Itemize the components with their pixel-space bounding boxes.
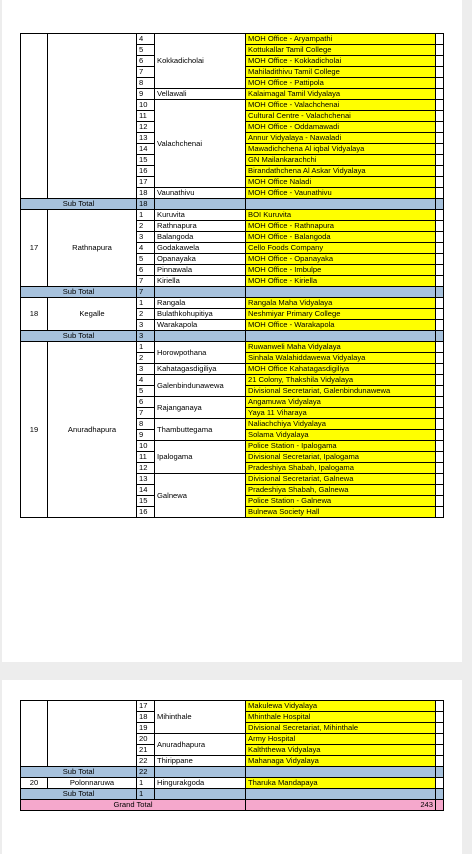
subtotal-value: 7 bbox=[137, 287, 155, 298]
row-number: 18 bbox=[137, 188, 155, 199]
subtotal-label: Sub Total bbox=[21, 789, 137, 800]
row-number: 13 bbox=[137, 133, 155, 144]
document-page-2 bbox=[2, 680, 462, 854]
sub-area-name: Godakawela bbox=[155, 243, 246, 254]
sub-area-name: Pinnawala bbox=[155, 265, 246, 276]
location-name: Kalaimagal Tamil Vidyalaya bbox=[246, 89, 436, 100]
table-row bbox=[21, 34, 444, 45]
spacer-cell bbox=[436, 56, 444, 67]
row-number: 15 bbox=[137, 155, 155, 166]
location-name: Tharuka Mandapaya bbox=[246, 778, 436, 789]
district-id: 20 bbox=[21, 778, 48, 789]
location-name: 21 Colony, Thakshila Vidyalaya bbox=[246, 375, 436, 386]
row-number: 3 bbox=[137, 320, 155, 331]
spacer-cell bbox=[436, 78, 444, 89]
district-id bbox=[21, 34, 48, 199]
location-name: Army Hospital bbox=[246, 734, 436, 745]
spacer-cell bbox=[436, 800, 444, 811]
spacer-cell bbox=[436, 331, 444, 342]
location-name: MOH Office - Kokkadicholai bbox=[246, 56, 436, 67]
spacer-cell bbox=[436, 199, 444, 210]
spacer-cell bbox=[436, 122, 444, 133]
location-name: MOH Office Naladi bbox=[246, 177, 436, 188]
sub-area-name: Kahatagasdigiliya bbox=[155, 364, 246, 375]
location-name: MOH Office - Pattipola bbox=[246, 78, 436, 89]
location-name: Neshmiyar Primary College bbox=[246, 309, 436, 320]
spacer-cell bbox=[436, 441, 444, 452]
spacer-cell bbox=[436, 298, 444, 309]
location-name: MOH Office - Warakapola bbox=[246, 320, 436, 331]
spacer-cell bbox=[436, 254, 444, 265]
blank-cell bbox=[155, 767, 246, 778]
location-name: MOH Office - Rathnapura bbox=[246, 221, 436, 232]
table-row bbox=[21, 701, 444, 712]
sub-area-name: Valachchenai bbox=[155, 100, 246, 188]
row-number: 17 bbox=[137, 701, 155, 712]
row-number: 21 bbox=[137, 745, 155, 756]
spacer-cell bbox=[436, 756, 444, 767]
district-name: Rathnapura bbox=[48, 210, 137, 287]
sub-area-name: Warakapola bbox=[155, 320, 246, 331]
location-name: MOH Office - Imbulpe bbox=[246, 265, 436, 276]
subtotal-row bbox=[21, 789, 444, 800]
sub-area-name: Opanayaka bbox=[155, 254, 246, 265]
location-name: Angamuwa Vidyalaya bbox=[246, 397, 436, 408]
row-number: 5 bbox=[137, 254, 155, 265]
location-name: MOH Office Kahatagasdigiliya bbox=[246, 364, 436, 375]
location-name: Birandathchena Al Askar Vidyalaya bbox=[246, 166, 436, 177]
subtotal-value: 22 bbox=[137, 767, 155, 778]
document-page-1 bbox=[2, 0, 462, 662]
row-number: 7 bbox=[137, 408, 155, 419]
location-name: MOH Office - Vaunathivu bbox=[246, 188, 436, 199]
blank-cell bbox=[246, 287, 436, 298]
row-number: 8 bbox=[137, 419, 155, 430]
row-number: 6 bbox=[137, 397, 155, 408]
sub-area-name: Ipalogama bbox=[155, 441, 246, 474]
spacer-cell bbox=[436, 452, 444, 463]
spacer-cell bbox=[436, 287, 444, 298]
row-number: 4 bbox=[137, 375, 155, 386]
row-number: 4 bbox=[137, 34, 155, 45]
spacer-cell bbox=[436, 221, 444, 232]
row-number: 19 bbox=[137, 723, 155, 734]
spacer-cell bbox=[436, 309, 444, 320]
location-name: Sinhala Walahiddawewa Vidyalaya bbox=[246, 353, 436, 364]
district-name: Anuradhapura bbox=[48, 342, 137, 518]
subtotal-value: 1 bbox=[137, 789, 155, 800]
spacer-cell bbox=[436, 342, 444, 353]
row-number: 18 bbox=[137, 712, 155, 723]
row-number: 8 bbox=[137, 78, 155, 89]
spacer-cell bbox=[436, 133, 444, 144]
spacer-cell bbox=[436, 778, 444, 789]
location-name: MOH Office - Oddamawadi bbox=[246, 122, 436, 133]
location-name: Divisional Secretariat, Ipalogama bbox=[246, 452, 436, 463]
sub-area-name: Thambuttegama bbox=[155, 419, 246, 441]
subtotal-row bbox=[21, 767, 444, 778]
location-name: Police Station - Ipalogama bbox=[246, 441, 436, 452]
sub-area-name: Horowpothana bbox=[155, 342, 246, 364]
location-name: Makulewa Vidyalaya bbox=[246, 701, 436, 712]
subtotal-label: Sub Total bbox=[21, 199, 137, 210]
sub-area-name: Vaunathivu bbox=[155, 188, 246, 199]
row-number: 11 bbox=[137, 111, 155, 122]
sub-area-name: Vellawali bbox=[155, 89, 246, 100]
sub-area-name: Kiriella bbox=[155, 276, 246, 287]
row-number: 1 bbox=[137, 778, 155, 789]
subtotal-row bbox=[21, 199, 444, 210]
district-name bbox=[48, 701, 137, 767]
row-number: 2 bbox=[137, 309, 155, 320]
location-name: Mhinthale Hospital bbox=[246, 712, 436, 723]
row-number: 16 bbox=[137, 166, 155, 177]
spacer-cell bbox=[436, 463, 444, 474]
row-number: 10 bbox=[137, 441, 155, 452]
blank-cell bbox=[155, 287, 246, 298]
location-name: Divisional Secretariat, Mihinthale bbox=[246, 723, 436, 734]
location-name: BOI Kuruvita bbox=[246, 210, 436, 221]
spacer-cell bbox=[436, 734, 444, 745]
blank-cell bbox=[155, 789, 246, 800]
location-name: GN Mailankarachchi bbox=[246, 155, 436, 166]
row-number: 14 bbox=[137, 144, 155, 155]
location-name: Mawadichchena Al iqbal Vidyalaya bbox=[246, 144, 436, 155]
row-number: 2 bbox=[137, 221, 155, 232]
sub-area-name: Kokkadicholai bbox=[155, 34, 246, 89]
location-table-page-2 bbox=[20, 700, 444, 811]
spacer-cell bbox=[436, 265, 444, 276]
spacer-cell bbox=[436, 188, 444, 199]
spacer-cell bbox=[436, 789, 444, 800]
subtotal-label: Sub Total bbox=[21, 287, 137, 298]
spacer-cell bbox=[436, 485, 444, 496]
row-number: 12 bbox=[137, 463, 155, 474]
sub-area-name: Thirippane bbox=[155, 756, 246, 767]
location-name: Pradeshiya Shabah, Galnewa bbox=[246, 485, 436, 496]
blank-cell bbox=[155, 331, 246, 342]
spacer-cell bbox=[436, 375, 444, 386]
spacer-cell bbox=[436, 144, 444, 155]
blank-cell bbox=[246, 767, 436, 778]
location-name: Solama Vidyalaya bbox=[246, 430, 436, 441]
row-number: 22 bbox=[137, 756, 155, 767]
sub-area-name: Rajanganaya bbox=[155, 397, 246, 419]
table-row bbox=[21, 298, 444, 309]
spacer-cell bbox=[436, 767, 444, 778]
row-number: 4 bbox=[137, 243, 155, 254]
spacer-cell bbox=[436, 712, 444, 723]
spacer-cell bbox=[436, 430, 444, 441]
row-number: 20 bbox=[137, 734, 155, 745]
sub-area-name: Hingurakgoda bbox=[155, 778, 246, 789]
location-name: Kottukallar Tamil College bbox=[246, 45, 436, 56]
spacer-cell bbox=[436, 243, 444, 254]
row-number: 3 bbox=[137, 364, 155, 375]
subtotal-row bbox=[21, 331, 444, 342]
district-name: Kegalle bbox=[48, 298, 137, 331]
district-id: 18 bbox=[21, 298, 48, 331]
spacer-cell bbox=[436, 166, 444, 177]
location-name: Pradeshiya Shabah, Ipalogama bbox=[246, 463, 436, 474]
sub-area-name: Balangoda bbox=[155, 232, 246, 243]
district-id bbox=[21, 701, 48, 767]
district-name bbox=[48, 34, 137, 199]
spacer-cell bbox=[436, 353, 444, 364]
subtotal-label: Sub Total bbox=[21, 767, 137, 778]
location-name: Naliachchiya Vidyalaya bbox=[246, 419, 436, 430]
location-name: Cultural Centre - Valachchenai bbox=[246, 111, 436, 122]
blank-cell bbox=[155, 199, 246, 210]
location-table-page-1 bbox=[20, 33, 444, 518]
spacer-cell bbox=[436, 364, 444, 375]
location-name: MOH Office - Balangoda bbox=[246, 232, 436, 243]
spacer-cell bbox=[436, 745, 444, 756]
location-name: Police Station - Galnewa bbox=[246, 496, 436, 507]
spacer-cell bbox=[436, 34, 444, 45]
location-name: Yaya 11 Viharaya bbox=[246, 408, 436, 419]
location-name: MOH Office - Opanayaka bbox=[246, 254, 436, 265]
location-name: Kalththewa Vidyalaya bbox=[246, 745, 436, 756]
row-number: 1 bbox=[137, 210, 155, 221]
row-number: 14 bbox=[137, 485, 155, 496]
spacer-cell bbox=[436, 474, 444, 485]
location-name: Cello Foods Company bbox=[246, 243, 436, 254]
row-number: 9 bbox=[137, 430, 155, 441]
spacer-cell bbox=[436, 45, 444, 56]
row-number: 9 bbox=[137, 89, 155, 100]
subtotal-label: Sub Total bbox=[21, 331, 137, 342]
spacer-cell bbox=[436, 177, 444, 188]
spacer-cell bbox=[436, 100, 444, 111]
spacer-cell bbox=[436, 419, 444, 430]
spacer-cell bbox=[436, 89, 444, 100]
spacer-cell bbox=[436, 232, 444, 243]
spacer-cell bbox=[436, 67, 444, 78]
district-name: Polonnaruwa bbox=[48, 778, 137, 789]
sub-area-name: Anuradhapura bbox=[155, 734, 246, 756]
row-number: 1 bbox=[137, 298, 155, 309]
row-number: 1 bbox=[137, 342, 155, 353]
grand-total-value: 243 bbox=[246, 800, 436, 811]
location-name: Divisional Secretariat, Galnewa bbox=[246, 474, 436, 485]
location-name: Rangala Maha Vidyalaya bbox=[246, 298, 436, 309]
spacer-cell bbox=[436, 276, 444, 287]
location-name: Bulnewa Society Hall bbox=[246, 507, 436, 518]
spacer-cell bbox=[436, 210, 444, 221]
location-name: Annur Vidyalaya - Nawaladi bbox=[246, 133, 436, 144]
subtotal-value: 18 bbox=[137, 199, 155, 210]
row-number: 5 bbox=[137, 386, 155, 397]
row-number: 13 bbox=[137, 474, 155, 485]
sub-area-name: Galnewa bbox=[155, 474, 246, 518]
sub-area-name: Bulathkohupitiya bbox=[155, 309, 246, 320]
sub-area-name: Rangala bbox=[155, 298, 246, 309]
row-number: 11 bbox=[137, 452, 155, 463]
location-name: MOH Office - Valachchenai bbox=[246, 100, 436, 111]
row-number: 12 bbox=[137, 122, 155, 133]
spacer-cell bbox=[436, 496, 444, 507]
location-name: Ruwanweli Maha Vidyalaya bbox=[246, 342, 436, 353]
sub-area-name: Rathnapura bbox=[155, 221, 246, 232]
table-row bbox=[21, 778, 444, 789]
row-number: 15 bbox=[137, 496, 155, 507]
spacer-cell bbox=[436, 397, 444, 408]
subtotal-value: 3 bbox=[137, 331, 155, 342]
row-number: 5 bbox=[137, 45, 155, 56]
sub-area-name: Galenbindunawewa bbox=[155, 375, 246, 397]
spacer-cell bbox=[436, 723, 444, 734]
spacer-cell bbox=[436, 408, 444, 419]
blank-cell bbox=[246, 199, 436, 210]
row-number: 17 bbox=[137, 177, 155, 188]
row-number: 7 bbox=[137, 67, 155, 78]
location-name: MOH Office - Aryampathi bbox=[246, 34, 436, 45]
spacer-cell bbox=[436, 701, 444, 712]
sub-area-name: Mihinthale bbox=[155, 701, 246, 734]
sub-area-name: Kuruvita bbox=[155, 210, 246, 221]
table-row bbox=[21, 342, 444, 353]
row-number: 6 bbox=[137, 56, 155, 67]
blank-cell bbox=[246, 331, 436, 342]
spacer-cell bbox=[436, 386, 444, 397]
spacer-cell bbox=[436, 507, 444, 518]
subtotal-row bbox=[21, 287, 444, 298]
grand-total-row bbox=[21, 800, 444, 811]
grand-total-label: Grand Total bbox=[21, 800, 246, 811]
location-name: Divisional Secretariat, Galenbindunawewa bbox=[246, 386, 436, 397]
spacer-cell bbox=[436, 155, 444, 166]
location-name: MOH Office - Kiriella bbox=[246, 276, 436, 287]
location-name: Mahiladithivu Tamil College bbox=[246, 67, 436, 78]
row-number: 6 bbox=[137, 265, 155, 276]
district-id: 17 bbox=[21, 210, 48, 287]
row-number: 2 bbox=[137, 353, 155, 364]
blank-cell bbox=[246, 789, 436, 800]
spacer-cell bbox=[436, 111, 444, 122]
location-name: Mahanaga Vidyalaya bbox=[246, 756, 436, 767]
row-number: 7 bbox=[137, 276, 155, 287]
spacer-cell bbox=[436, 320, 444, 331]
district-id: 19 bbox=[21, 342, 48, 518]
row-number: 10 bbox=[137, 100, 155, 111]
row-number: 16 bbox=[137, 507, 155, 518]
table-row bbox=[21, 210, 444, 221]
row-number: 3 bbox=[137, 232, 155, 243]
